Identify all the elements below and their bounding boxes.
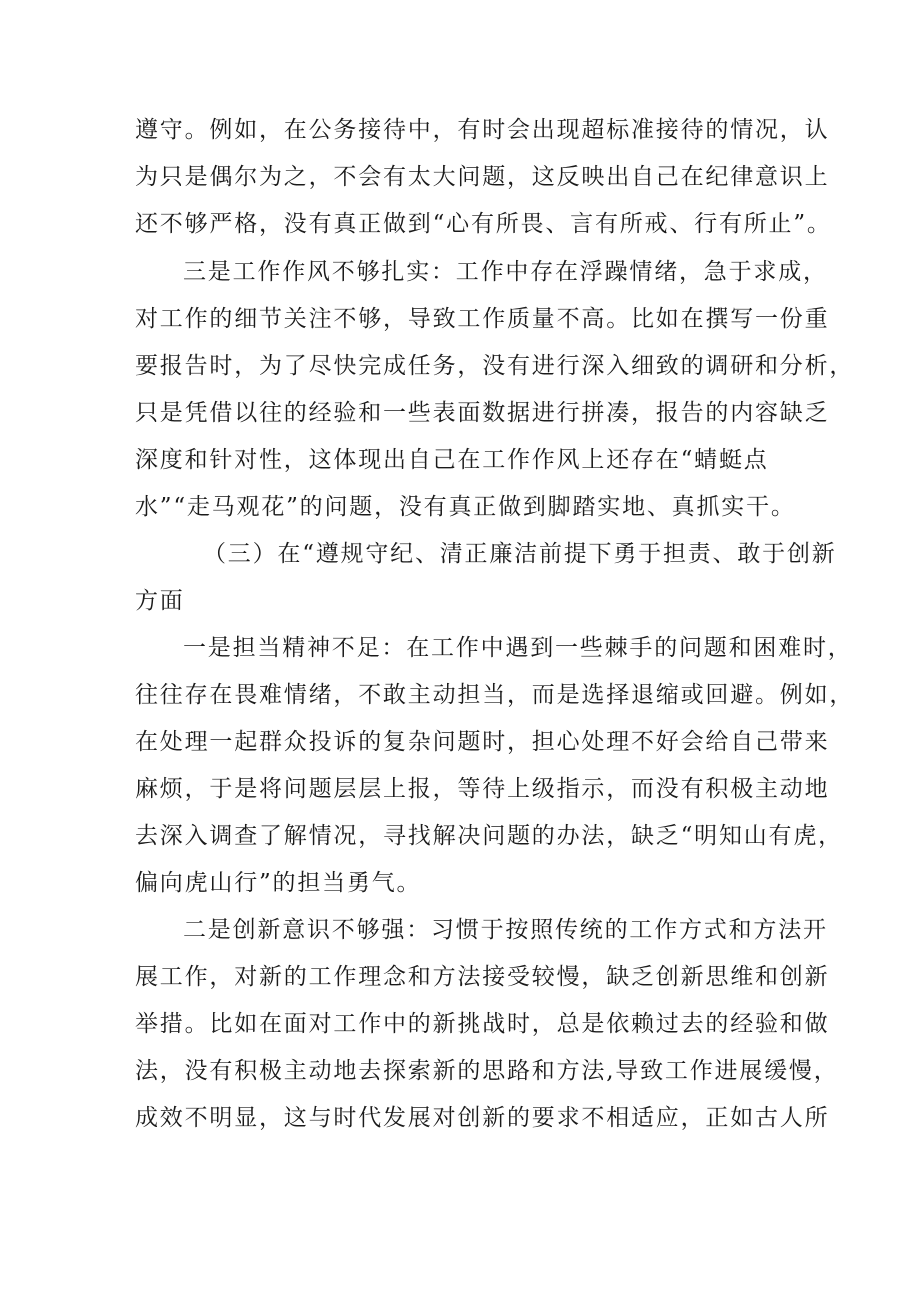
section-heading-continuation: 方面 xyxy=(135,588,185,614)
text-line: 偏向虎山行”的担当勇气。 xyxy=(135,870,422,896)
text-line: 往往存在畏难情绪，不敢主动担当，而是选择退缩或回避。例如， xyxy=(135,682,855,708)
text-line: 要报告时，为了尽快完成任务，没有进行深入细致的调研和分析， xyxy=(135,353,855,379)
text-line: 只是凭借以往的经验和一些表面数据进行拼凑，报告的内容缺乏 xyxy=(135,400,830,426)
text-line: 法，没有积极主动地去探索新的思路和方法,导致工作进展缓慢， xyxy=(135,1058,839,1084)
text-line: 麻烦，于是将问题层层上报，等待上级指示，而没有积极主动地 xyxy=(135,776,830,802)
text-line: 三是工作作风不够扎实：工作中存在浮躁情绪，急于求成， xyxy=(183,259,828,285)
text-line: 举措。比如在面对工作中的新挑战时，总是依赖过去的经验和做 xyxy=(135,1011,830,1037)
text-line: 在处理一起群众投诉的复杂问题时，担心处理不好会给自己带来 xyxy=(135,729,830,755)
text-line: 为只是偶尔为之，不会有太大问题，这反映出自己在纪律意识上 xyxy=(135,164,830,190)
text-line: 展工作，对新的工作理念和方法接受较慢，缺乏创新思维和创新 xyxy=(135,964,830,990)
text-line: 深度和针对性，这体现出自己在工作作风上还存在“蜻蜓点 xyxy=(135,447,769,473)
text-line: 二是创新意识不够强：习惯于按照传统的工作方式和方法开 xyxy=(183,917,828,943)
text-line: 对工作的细节关注不够，导致工作质量不高。比如在撰写一份重 xyxy=(135,306,830,332)
text-line: 去深入调查了解情况，寻找解决问题的办法，缺乏“明知山有虎， xyxy=(135,823,843,849)
text-line: 还不够严格，没有真正做到“心有所畏、言有所戒、行有所止”。 xyxy=(135,211,832,237)
text-line: 成效不明显，这与时代发展对创新的要求不相适应，正如古人所 xyxy=(135,1105,830,1131)
text-line: 遵守。例如，在公务接待中，有时会出现超标准接待的情况，认 xyxy=(135,117,830,143)
text-line: 一是担当精神不足：在工作中遇到一些棘手的问题和困难时， xyxy=(183,635,853,661)
section-heading: （三）在“遵规守纪、清正廉洁前提下勇于担责、敢于创新 xyxy=(203,541,837,567)
text-line: 水”“走马观花”的问题，没有真正做到脚踏实地、真抓实干。 xyxy=(135,494,796,520)
